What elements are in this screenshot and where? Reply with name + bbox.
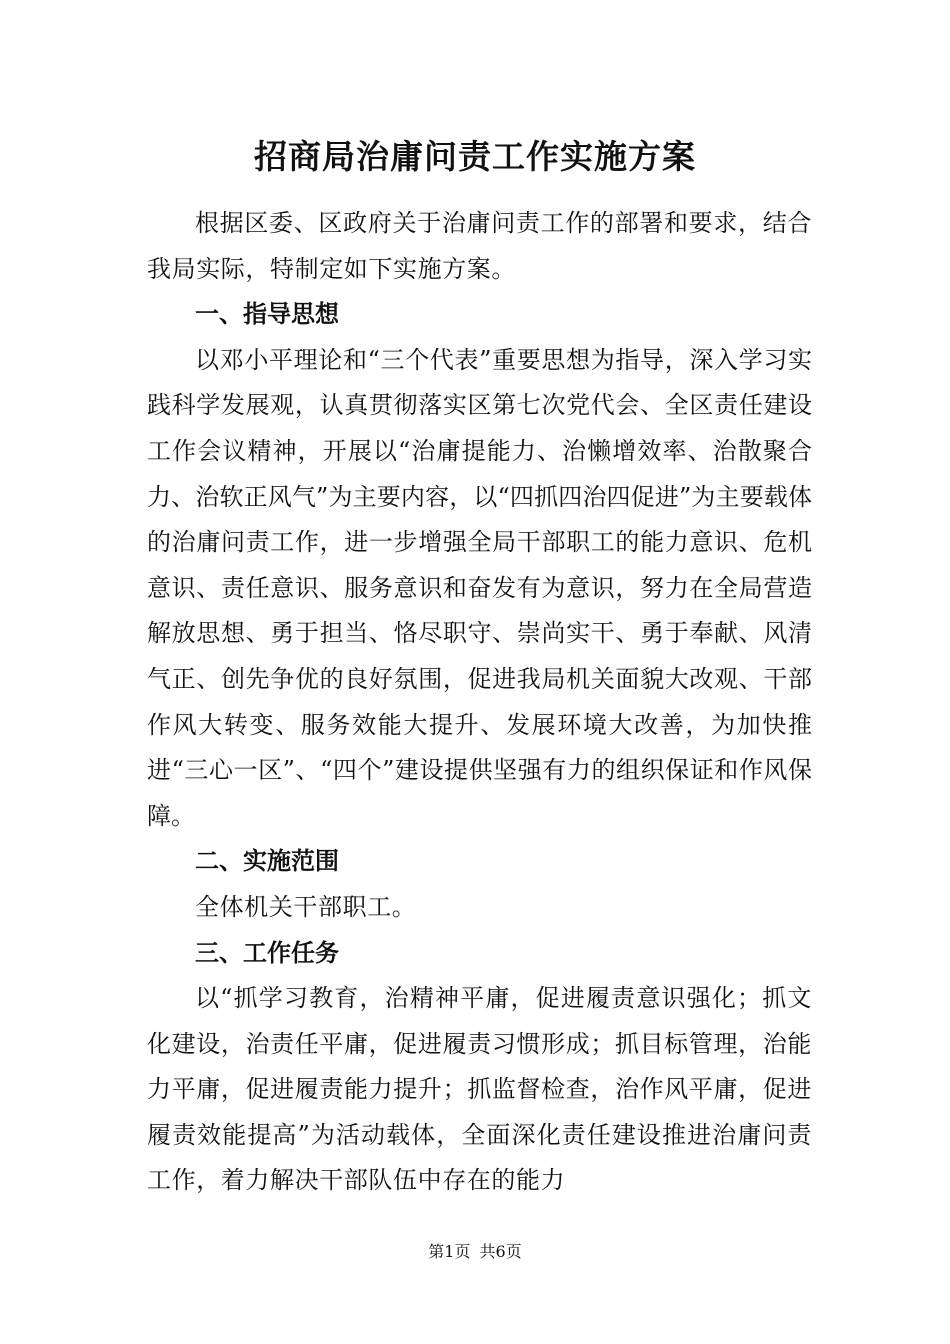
- document-title: 招商局治庸问责工作实施方案: [254, 137, 696, 176]
- section-heading-guiding-ideology: 一、指导思想: [195, 300, 339, 329]
- section-heading-scope: 二、实施范围: [195, 847, 339, 876]
- guiding-ideology-paragraph: 以邓小平理论和“三个代表”重要思想为指导，深入学习实践科学发展观，认真贯彻落实区第七次党代会、全区责任建设工作会议精神，开展以“治庸提能力、治懒增效率、治散聚合力、治软正风气”为主要内容，以“四抓四治四促进”为主要载体的治庸问责工作，进一步增强全局干部职工的能力意识、危机意识、责任意识、服务意识和奋发有为意识，努力在全局营造解放思想、勇于担当、恪尽职守、崇尚实干、勇于奉献、风清气正、创先争优的良好氛围，促进我局机关面貌大改观、干部作风大转变、服务效能大提升、发展环境大改善，为加快推进“三心一区”、“四个”建设提供坚强有力的组织保证和作风保障。: [147, 345, 812, 830]
- intro-paragraph: 根据区委、区政府关于治庸问责工作的部署和要求，结合我局实际，特制定如下实施方案。: [147, 209, 812, 283]
- document-body: [147, 201, 812, 1204]
- section-heading-work-tasks: 三、工作任务: [195, 938, 339, 967]
- page-number-footer: 第1页 共6页: [428, 1242, 522, 1261]
- work-tasks-paragraph: 以“抓学习教育，治精神平庸，促进履责意识强化；抓文化建设，治责任平庸，促进履责习惯形成；抓目标管理，治能力平庸，促进履责能力提升；抓监督检查，治作风平庸，促进履责效能提高”为活动载体，全面深化责任建设推进治庸问责工作，着力解决干部队伍中存在的能力: [147, 984, 812, 1195]
- scope-paragraph: 全体机关干部职工。: [195, 892, 417, 921]
